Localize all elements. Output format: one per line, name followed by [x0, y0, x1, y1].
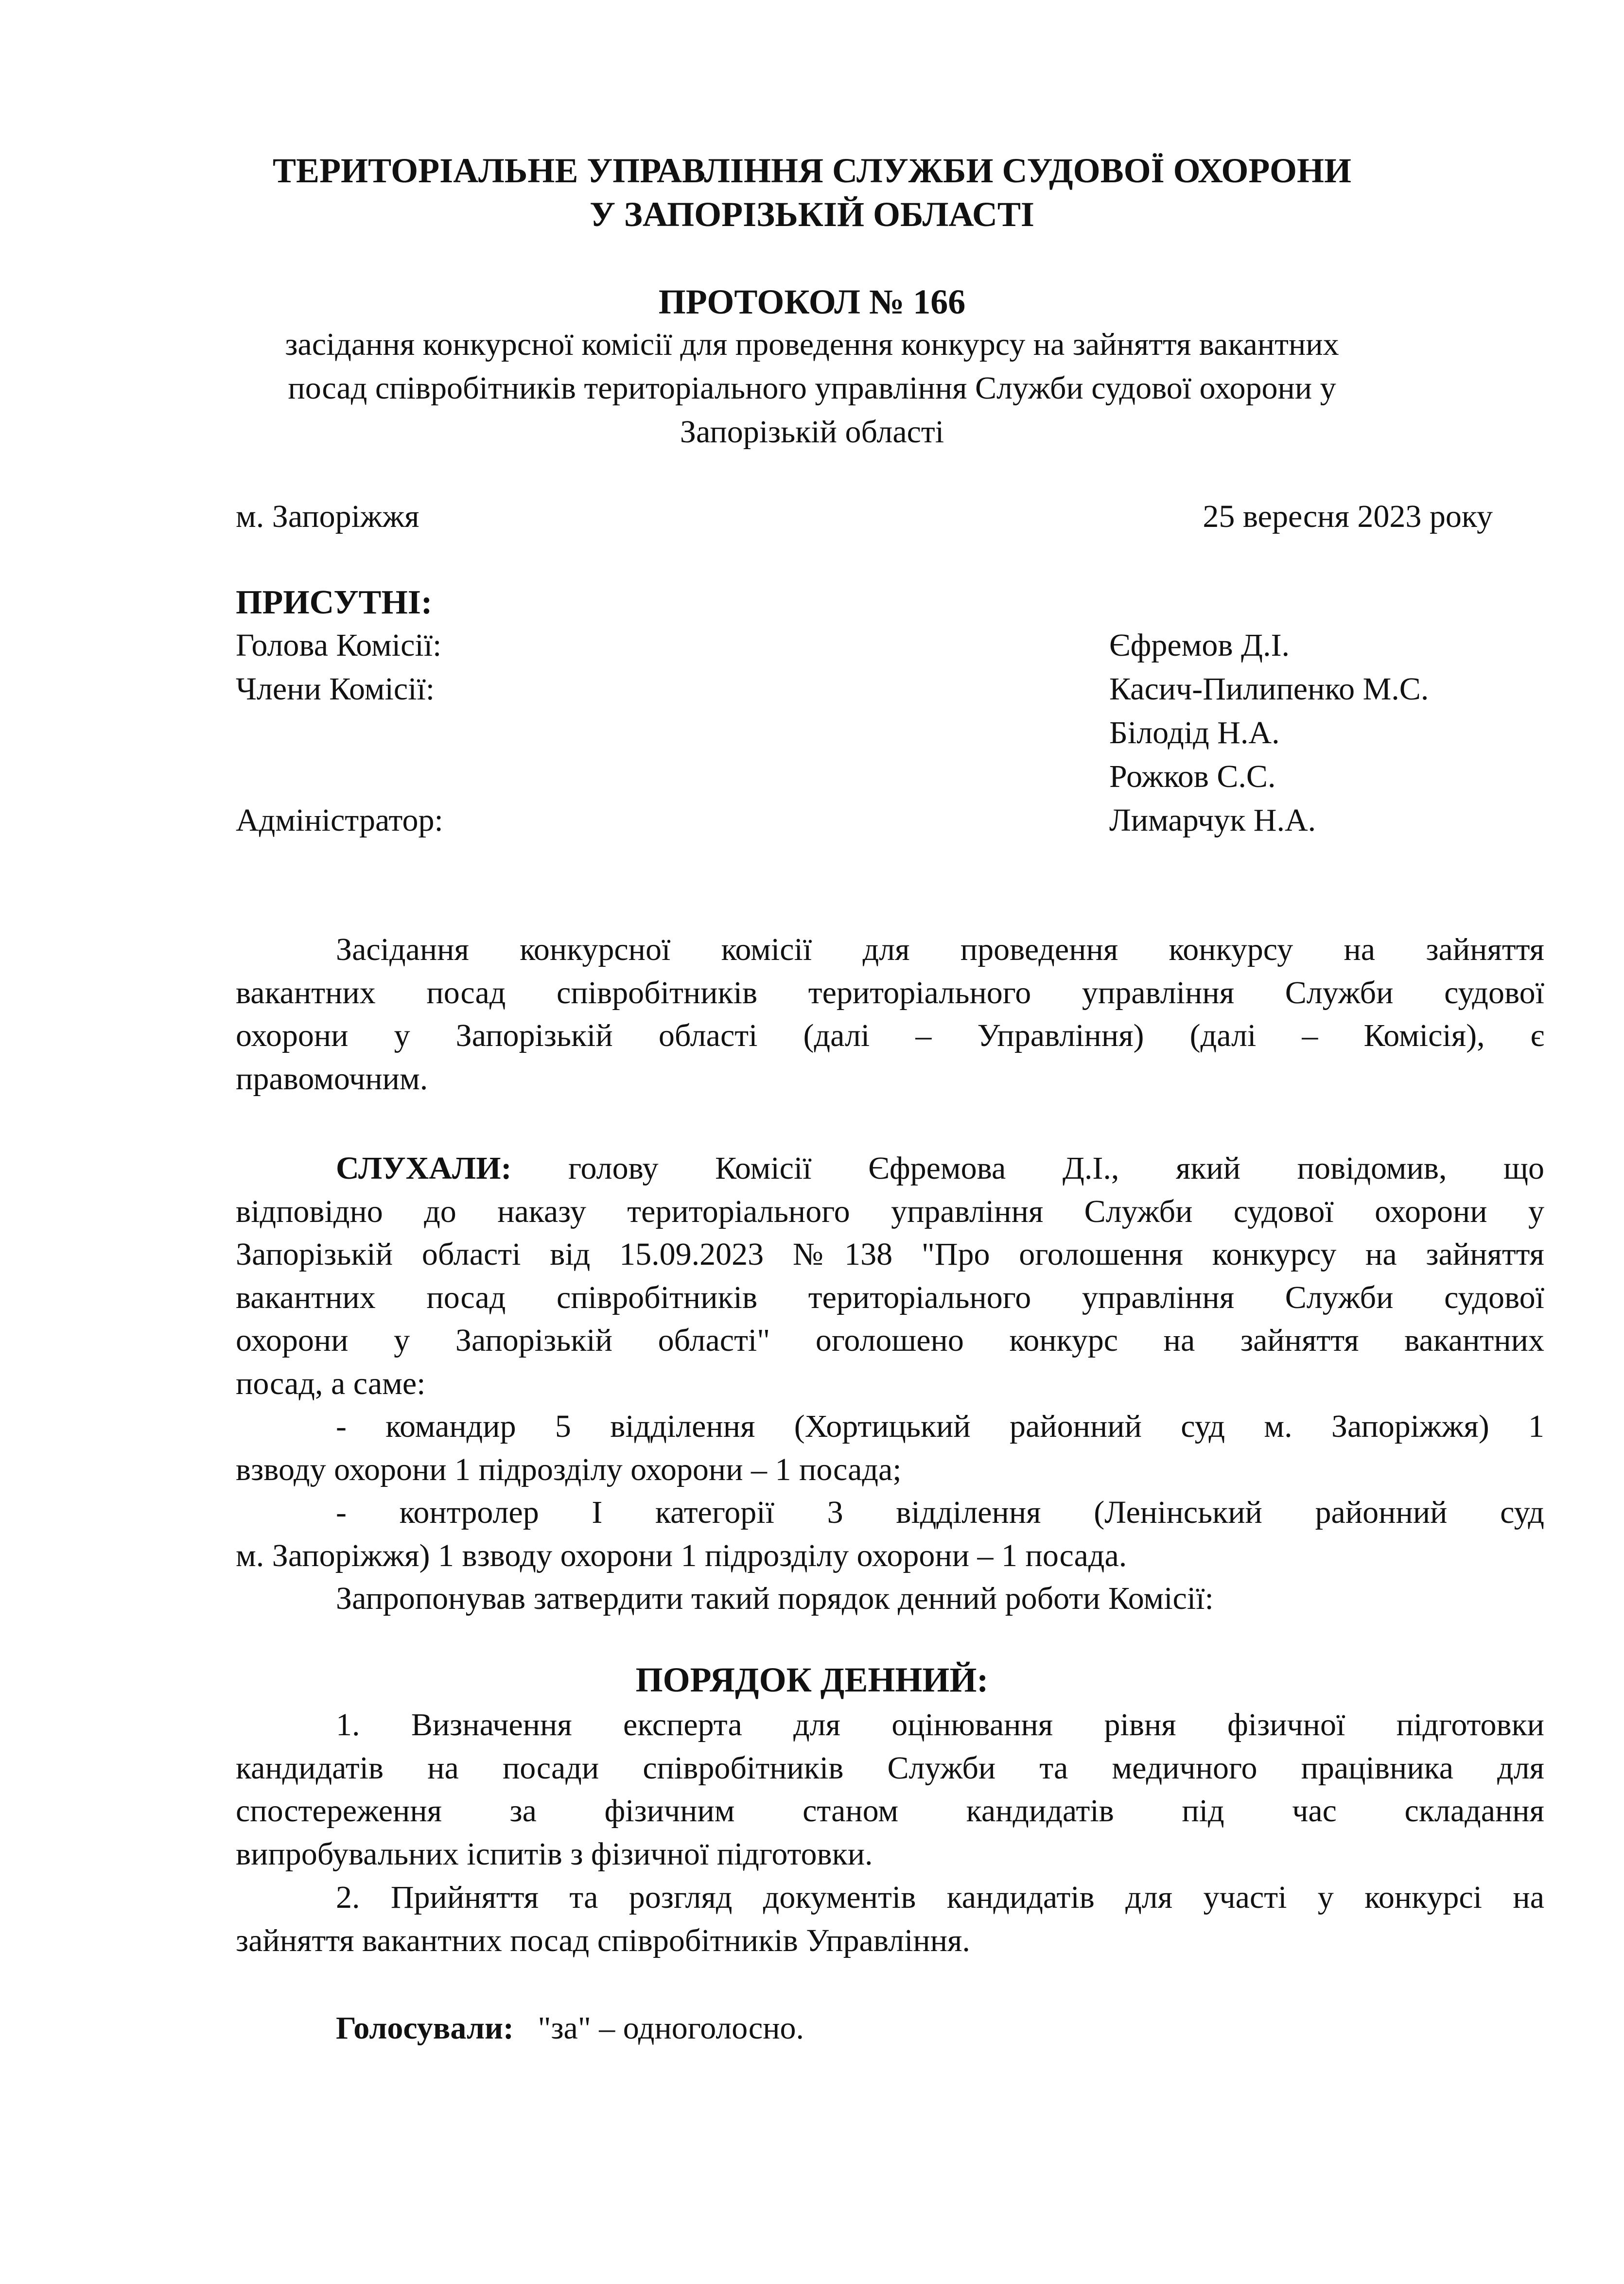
present-name: Єфремов Д.І. [1109, 628, 1290, 663]
present-role: Адміністратор: [236, 802, 443, 838]
present-name: Білодід Н.А. [1109, 715, 1280, 750]
intro-line: Засідання конкурсної комісії для проведення конкурсу на зайняття [336, 932, 1544, 967]
present-role: Голова Комісії: [236, 628, 442, 663]
present-role: Члени Комісії: [236, 671, 435, 707]
vote-line [336, 2010, 804, 2047]
agenda-item-1 [236, 1704, 1544, 1876]
vote-result: "за" – одноголосно. [538, 2010, 804, 2046]
proposal-line: Запропонував затвердити такий порядок денний роботи Комісії: [336, 1581, 1214, 1616]
intro-line: охорони у Запорізькій області (далі – Управління) (далі – Комісія), є [236, 1018, 1544, 1053]
heard-line: охорони у Запорізькій області" оголошено конкурс на зайняття вакантних [236, 1323, 1544, 1358]
agenda-item-1-line: 1. Визначення експерта для оцінювання рівня фізичної підготовки [336, 1707, 1544, 1743]
heard-line: відповідно до наказу територіального управління Служби судової охорони у [236, 1193, 1544, 1229]
intro-line: вакантних посад співробітників територіального управління Служби судової [236, 975, 1544, 1011]
heard-line: вакантних посад співробітників територіального управління Служби судової [236, 1279, 1544, 1315]
present-name: Лимарчук Н.А. [1109, 802, 1316, 838]
agenda-item-1-line: спостереження за фізичним станом кандидатів під час складання [236, 1793, 1544, 1829]
agenda-heading: ПОРЯДОК ДЕННИЙ: [635, 1660, 989, 1699]
protocol-subtitle-line-3: Запорізькій області [680, 414, 944, 450]
org-name-line-1: ТЕРИТОРІАЛЬНЕ УПРАВЛІННЯ СЛУЖБИ СУДОВОЇ ОХОРОНИ [273, 151, 1351, 190]
protocol-title: ПРОТОКОЛ № 166 [658, 282, 966, 321]
present-heading: ПРИСУТНІ: [236, 584, 433, 621]
intro-paragraph [236, 928, 1544, 1100]
intro-line: правомочним. [236, 1061, 428, 1097]
present-name: Рожков С.С. [1109, 759, 1276, 794]
heard-line: посад, а саме: [236, 1365, 426, 1401]
heard-label: СЛУХАЛИ: [336, 1151, 512, 1186]
agenda-item-1-line: кандидатів на посади співробітників Служби та медичного працівника для [236, 1750, 1544, 1786]
vacancy-item-1-line-1: - командир 5 відділення (Хортицький районний суд м. Запоріжжя) 1 [336, 1409, 1544, 1444]
present-name: Касич-Пилипенко М.С. [1109, 671, 1429, 707]
vacancy-item-1-line-2: взводу охорони 1 підрозділу охорони – 1 посада; [236, 1451, 902, 1487]
city: м. Запоріжжя [236, 499, 419, 534]
protocol-subtitle-line-2: посад співробітників територіального управління Служби судової охорони у [288, 370, 1336, 406]
protocol-subtitle-line-1: засідання конкурсної комісії для проведення конкурсу на зайняття вакантних [285, 327, 1339, 362]
heard-first-line-rest: голову Комісії Єфремова Д.І., який повідомив, що [568, 1151, 1544, 1186]
agenda-item-2 [236, 1876, 1544, 1962]
agenda-item-1-line: випробувальних іспитів з фізичної підготовки. [236, 1836, 873, 1872]
vote-label: Голосували: [336, 2010, 514, 2046]
vacancy-item-2-line-2: м. Запоріжжя) 1 взводу охорони 1 підрозділу охорони – 1 посада. [236, 1537, 1127, 1573]
heard-line: Запорізькій області від 15.09.2023 №138 "Про оголошення конкурсу на зайняття [236, 1237, 1544, 1272]
agenda-item-2-line: зайняття вакантних посад співробітників Управління. [236, 1922, 970, 1958]
heard-first-line [236, 1147, 1544, 1190]
org-name-line-2: У ЗАПОРІЗЬКІЙ ОБЛАСТІ [590, 195, 1034, 234]
agenda-item-2-line: 2. Прийняття та розгляд документів кандидатів для участі у конкурсі на [336, 1880, 1544, 1915]
heard-paragraph [236, 1147, 1544, 1621]
date: 25 вересня 2023 року [1203, 499, 1493, 534]
vacancy-item-2-line-1: - контролер I категорії 3 відділення (Ленінський районний суд [336, 1495, 1544, 1530]
